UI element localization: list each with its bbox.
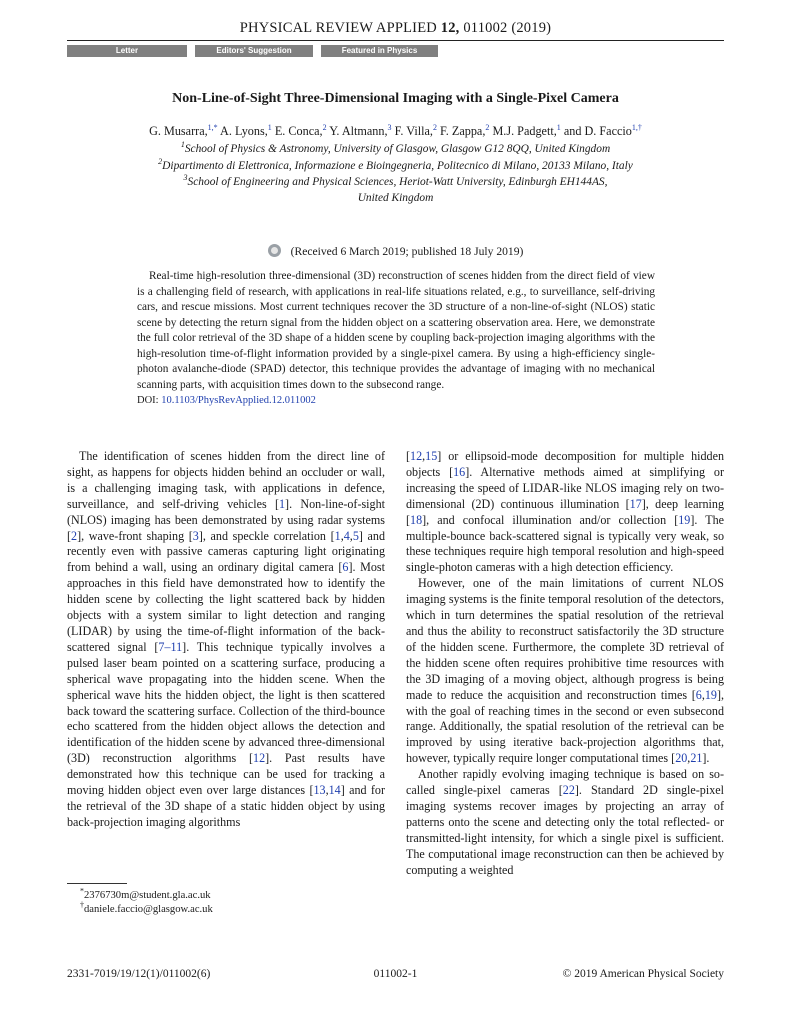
abstract	[137, 269, 655, 393]
citation-link[interactable]: 21	[690, 751, 703, 766]
article-number: 011002 (2019)	[463, 20, 552, 36]
header-rule	[67, 40, 724, 41]
citation-link[interactable]: 6	[342, 560, 349, 575]
journal-name: PHYSICAL REVIEW APPLIED	[239, 20, 437, 36]
article-title: Non-Line-of-Sight Three-Dimensional Imaging with a Single-Pixel Camera	[172, 91, 619, 106]
author-affiliation-mark[interactable]: 1,*	[207, 122, 218, 132]
footnote	[80, 886, 213, 903]
abstract-text: Real-time high-resolution three-dimensional (3D) reconstruction of scenes hidden from the direct field of view is a challenging field of research, with applications in real-life situations related, e.g., to surveillance, self-driving cars, and rescue missions. Most current techniques recover the 3D structure of a non-line-of-sight (NLOS) static scene by detecting the return signal from the hidden object on a scattering observation area. Here, we demonstrate the full color retrieval of the 3D shape of a hidden scene by coupling back-projection imaging algorithms with the high-resolution time-of-flight information provided by a single-pixel camera. By using a high-efficiency single-photon avalanche-diode (SPAD) detector, this technique provides the advantage of imaging with no mechanical scanning parts, with acquisition times down to the subsecond range.	[137, 270, 655, 391]
article-tags	[67, 45, 446, 57]
footnote	[80, 900, 213, 917]
body-paragraph: The identification of scenes hidden from the direct line of sight, as happens for objects hidden behind an occluder or wall, is a challenging imaging task, with applications in defence, surveillance, and self-driving vehicles [1]. Non-line-of-sight (NLOS) imaging has been demonstrated by using radar systems [2], wave-front shaping [3], and speckle correlation [1,4,5] and recently even with passive cameras capturing light originating from behind a wall, using an ordinary digital camera [6]. Most approaches in this field have demonstrated how to identify the hidden scene by collecting the light scattered back by hidden objects with a system similar to light detection and ranging (LIDAR) by using the time-of-flight information of the back-scattered signal [7–11]. This technique typically involves a pulsed laser beam pointed on a scattering surface, producing a spherical wave propagating into the hidden scene. When the spherical wave hits the hidden object, the light is then scattered back toward the scattering surface. Collection of the third-bounce echo scattered from the hidden object allows the detection and identification of the hidden scene by advanced three-dimensional (3D) reconstruction algorithms [12]. Past results have demonstrated how this technique can be used for tracking a moving hidden object even over large distances [13,14] and for the retrieval of the 3D shape of a static hidden object by using back-projection imaging algorithms	[67, 449, 386, 829]
tag-editors-suggestion[interactable]: Editors' Suggestion	[195, 45, 313, 57]
citation-link[interactable]: 3	[192, 528, 199, 543]
author-name: D. Faccio	[584, 124, 632, 138]
citation-link[interactable]: 20	[675, 751, 688, 766]
citation-link[interactable]: 19	[704, 687, 717, 702]
author-name: F. Zappa,	[440, 124, 486, 138]
citation-link[interactable]: 6	[695, 687, 702, 702]
body-paragraph: [12,15] or ellipsoid-mode decomposition for multiple hidden objects [16]. Alternative methods aimed at simplifying or increasing the speed of LIDAR-like NLOS imaging rely on two-dimensional (2D) continuous illumination [17], deep learning [18], and confocal illumination and/or collection [19]. The multiple-bounce back-scattered signal is typically very weak, so these techniques require high temporal resolution and high-speed single-photon cameras with a high detection efficiency.	[406, 449, 724, 575]
journal-volume: 12,	[440, 20, 460, 36]
footer-issn: 2331-7019/19/12(1)/011002(6)	[67, 968, 211, 980]
citation-link[interactable]: 19	[678, 512, 691, 527]
affiliation-number: 3	[183, 173, 188, 183]
check-for-updates-icon[interactable]	[268, 244, 281, 257]
doi	[137, 395, 316, 406]
affiliation-number: 2	[158, 157, 163, 167]
author-name: Y. Altmann,	[329, 124, 388, 138]
citation-link[interactable]: 16	[453, 464, 466, 479]
citation-link[interactable]: 17	[629, 496, 642, 511]
author-affiliation-mark[interactable]: 1	[267, 122, 272, 132]
affiliation-3-line-2: United Kingdom	[357, 192, 434, 204]
doi-label: DOI:	[137, 395, 159, 406]
citation-link[interactable]: 15	[425, 449, 438, 463]
body-column-left	[67, 449, 385, 831]
footnote-rule	[67, 883, 127, 884]
citation-link[interactable]: 5	[352, 528, 359, 543]
citation-link[interactable]: 12	[253, 751, 266, 766]
received-dates	[0, 244, 791, 258]
footnote-email[interactable]: daniele.faccio@glasgow.ac.uk	[84, 903, 213, 915]
citation-link[interactable]: 4	[343, 528, 350, 543]
author-name: F. Villa,	[394, 124, 433, 138]
affiliation-3	[0, 173, 791, 188]
citation-link[interactable]: 7–11	[158, 639, 183, 654]
affiliation-1	[0, 140, 791, 155]
author-name: A. Lyons,	[220, 124, 268, 138]
affiliation-2	[0, 157, 791, 172]
author-affiliation-mark[interactable]: 2	[432, 122, 437, 132]
body-paragraph: However, one of the main limitations of current NLOS imaging systems is the finite temporal resolution of the detectors, which in turn determines the spatial resolution of the retrieval and thus the ability to reconstruct satisfactorily the 3D structure of the hidden scene. Furthermore, the complete 3D retrieval of the hidden scene often requires prohibitive time resources with the 3D imaging of a moving object, although progress is being made to reduce the acquisition and reconstruction times [6,19], with the goal of reaching times in the second or even subsecond range. Additionally, the spatial resolution of the retrieval can be improved by using iterative back-projection algorithms that, however, typically require longer computational times [20,21].	[406, 576, 724, 766]
affiliation-number: 1	[180, 140, 185, 150]
footnotes	[80, 886, 213, 917]
received-text: (Received 6 March 2019; published 18 July 2019)	[290, 245, 524, 258]
author-affiliation-mark[interactable]: 2	[485, 122, 490, 132]
affiliation-text: School of Engineering and Physical Sciences, Heriot-Watt University, Edinburgh EH144AS,	[187, 176, 608, 188]
affiliation-text: Dipartimento di Elettronica, Informazione e Bioingegneria, Politecnico di Milano, 20133 Milano, Italy	[162, 160, 633, 172]
journal-header	[0, 20, 791, 37]
footnote-mark: †	[80, 900, 84, 910]
footer-page-number: 011002-1	[373, 968, 418, 980]
citation-link[interactable]: 12	[410, 449, 423, 463]
doi-link[interactable]: 10.1103/PhysRevApplied.12.011002	[161, 395, 316, 406]
footer-copyright: © 2019 American Physical Society	[562, 968, 724, 980]
citation-link[interactable]: 1	[334, 528, 341, 543]
citation-link[interactable]: 14	[328, 783, 341, 798]
author-name: G. Musarra,	[149, 124, 208, 138]
footnote-mark: *	[80, 886, 84, 896]
affiliation-text: School of Physics & Astronomy, University of Glasgow, Glasgow G12 8QQ, United Kingdom	[184, 143, 611, 155]
author-list: G. Musarra,$^{1,*}$ A. Lyons,$^1$ E. Conca,$^2$ Y. Altmann,$^3$ F. Villa,$^2$ F. Zappa,$^2$ M.J. Padgett,$^1$ and D. Faccio$^{1,\dagger}$	[149, 122, 642, 138]
author-name: E. Conca,	[274, 124, 323, 138]
citation-link[interactable]: 22	[562, 783, 575, 798]
body-column-right	[406, 449, 724, 878]
citation-link[interactable]: 13	[313, 783, 326, 798]
footnote-email[interactable]: 2376730m@student.gla.ac.uk	[84, 890, 211, 901]
author-affiliation-mark[interactable]: 2	[322, 122, 327, 132]
tag-letter[interactable]: Letter	[67, 45, 187, 57]
author-name: M.J. Padgett,	[492, 124, 557, 138]
citation-link[interactable]: 1	[279, 496, 286, 511]
citation-link[interactable]: 18	[410, 512, 423, 527]
author-affiliation-mark[interactable]: 1,†	[631, 122, 642, 132]
body-paragraph: Another rapidly evolving imaging technique is based on so-called single-pixel cameras [22]. Standard 2D single-pixel imaging systems recover images by projecting an array of patterns onto the scene and detecting only the total reflected- or transmitted-light intensity, for which a single pixel is sufficient. The computational image reconstruction can then be achieved by computing a weighted	[406, 767, 724, 877]
author-affiliation-mark[interactable]: 1	[556, 122, 561, 132]
citation-link[interactable]: 2	[71, 528, 78, 543]
author-affiliation-mark[interactable]: 3	[387, 122, 392, 132]
tag-featured-in-physics[interactable]: Featured in Physics	[321, 45, 438, 57]
